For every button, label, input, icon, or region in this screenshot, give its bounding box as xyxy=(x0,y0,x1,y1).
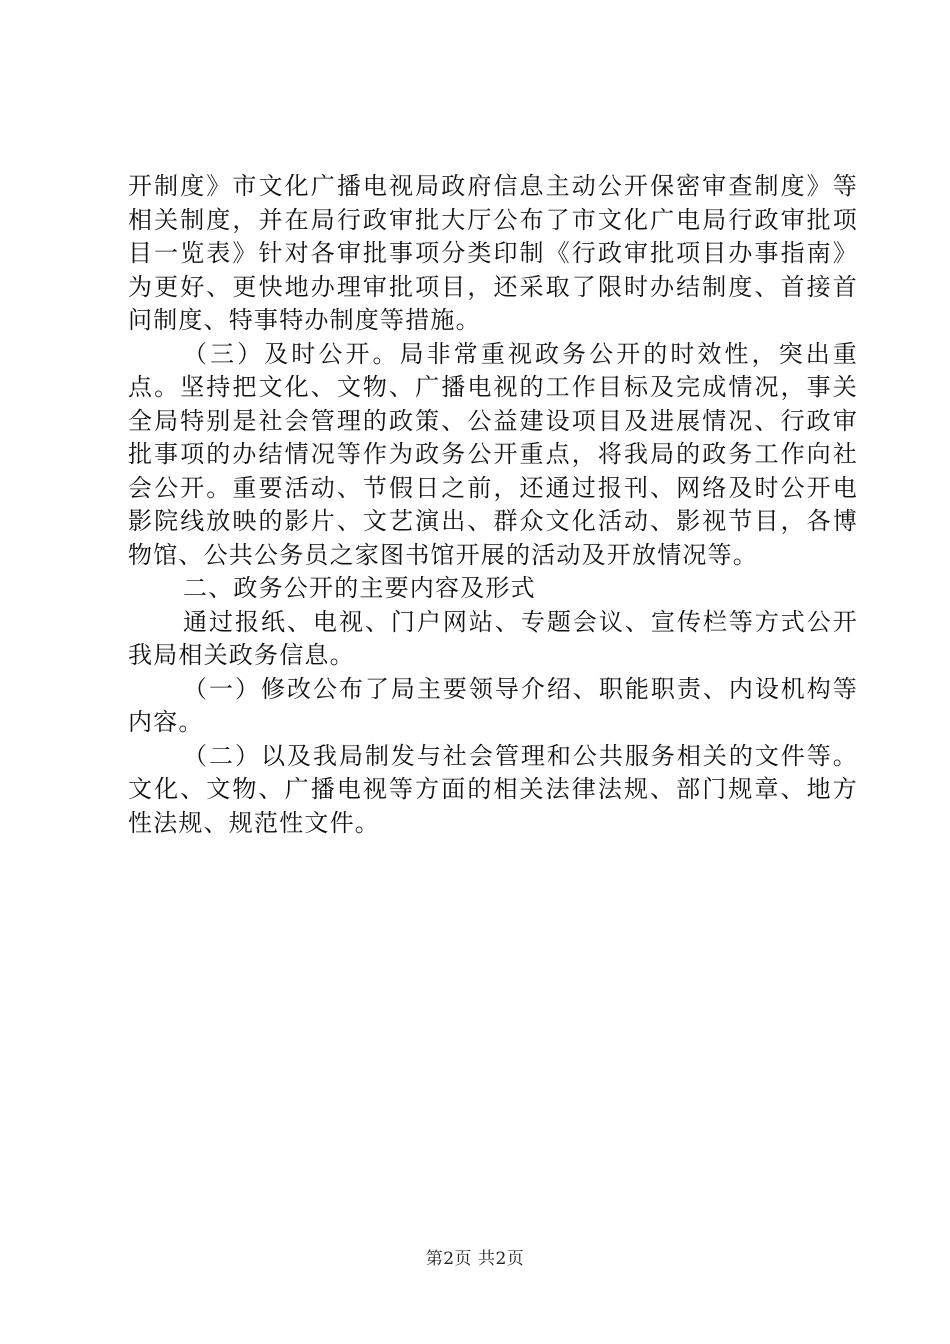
page-number-footer: 第2页 共2页 xyxy=(425,1249,525,1269)
paragraph-disclosure-channels: 通过报纸、电视、门户网站、专题会议、宣传栏等方式公开我局相关政务信息。 xyxy=(128,607,858,669)
paragraph-item-two: （二）以及我局制发与社会管理和公共服务相关的文件等。文化、文物、广播电视等方面的相关法律法规、部门规章、地方性法规、规范性文件。 xyxy=(128,741,858,837)
document-body xyxy=(128,170,858,840)
section-heading-main-content: 二、政务公开的主要内容及形式 xyxy=(183,574,536,602)
paragraph-timely-disclosure: （三）及时公开。局非常重视政务公开的时效性，突出重点。坚持把文化、文物、广播电视的工作目标及完成情况，事关全局特别是社会管理的政策、公益建设项目及进展情况、行政审批事项的办结情况等作为政务公开重点，将我局的政务工作向社会公开。重要活动、节假日之前，还通过报刊、网络及时公开电影院线放映的影片、文艺演出、群众文化活动、影视节目，各博物馆、公共公务员之家图书馆开展的活动及开放情况等。 xyxy=(128,339,858,569)
paragraph-system-rules: 开制度》市文化广播电视局政府信息主动公开保密审查制度》等相关制度，并在局行政审批大厅公布了市文化广电局行政审批项目一览表》针对各审批事项分类印制《行政审批项目办事指南》为更好、更快地办理审批项目，还采取了限时办结制度、首接首问制度、特事特办制度等措施。 xyxy=(128,172,858,334)
paragraph-item-one: （一）修改公布了局主要领导介绍、职能职责、内设机构等内容。 xyxy=(128,674,858,736)
